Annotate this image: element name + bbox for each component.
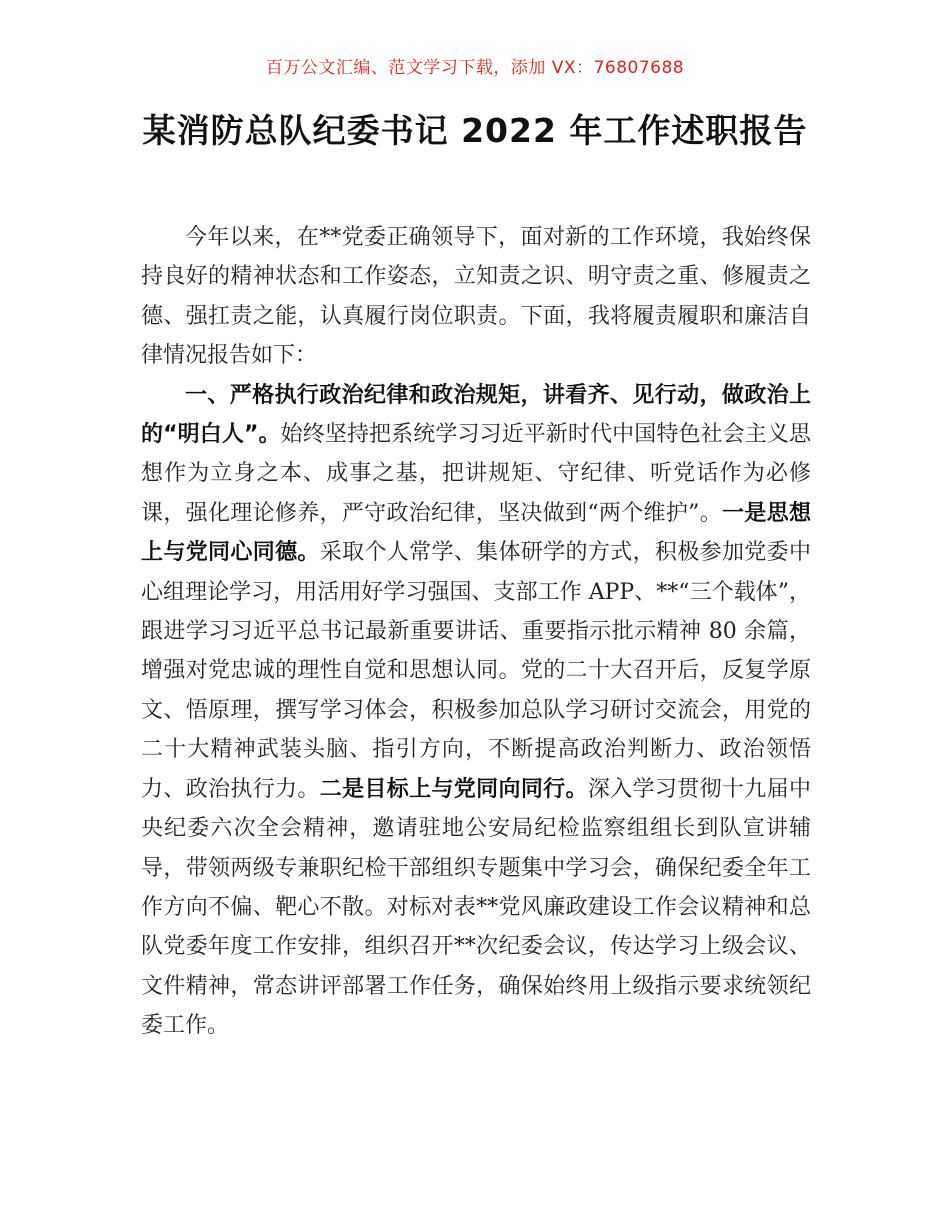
point-1-text: 采取个人常学、集体研学的方式，积极参加党委中心组理论学习，用活用好学习强国、支部工作 APP、**“三个载体”，跟进学习习近平总书记最新重要讲话、重要指示批示精神 80 余篇，增强对党忠诚的理性自觉和思想认同。党的二十大召开后，反复学原文、悟原理，撰写学习体会，积极参加总队学习研讨交流会，用党的二十大精神武装头脑、指引方向，不断提高政治判断力、政治领悟力、政治执行力。 xyxy=(141,540,811,802)
promo-header: 百万公文汇编、范文学习下载，添加 VX：76807688 xyxy=(265,58,685,78)
point-2-heading: 二是目标上与党同向同行。 xyxy=(319,776,588,802)
document-body xyxy=(141,218,811,1046)
section-1-paragraph xyxy=(141,376,811,1046)
document-title: 某消防总队纪委书记 2022 年工作述职报告 xyxy=(142,111,808,150)
intro-text: 今年以来，在**党委正确领导下，面对新的工作环境，我始终保持良好的精神状态和工作姿态，立知责之识、明守责之重、修履责之德、强扛责之能，认真履行岗位职责。下面，我将履责履职和廉洁自律情况报告如下： xyxy=(141,225,811,369)
intro-paragraph xyxy=(141,218,811,376)
point-1-heading: 一是思想上与党同心同德。 xyxy=(141,500,811,566)
section-1-text: 始终坚持把系统学习习近平新时代中国特色社会主义思想作为立身之本、成事之基，把讲规矩、守纪律、听党话作为必修课，强化理论修养，严守政治纪律，坚决做到“两个维护”。 xyxy=(141,422,811,526)
point-2-text: 深入学习贯彻十九届中央纪委六次全会精神，邀请驻地公安局纪检监察组组长到队宣讲辅导，带领两级专兼职纪检干部组织专题集中学习会，确保纪委全年工作方向不偏、靶心不散。对标对表**党风廉政建设工作会议精神和总队党委年度工作安排，组织召开**次纪委会议，传达学习上级会议、文件精神，常态讲评部署工作任务，确保始终用上级指示要求统领纪委工作。 xyxy=(141,776,811,1039)
section-1-heading: 一、严格执行政治纪律和政治规矩，讲看齐、见行动，做政治上的“明白人”。 xyxy=(141,382,811,448)
